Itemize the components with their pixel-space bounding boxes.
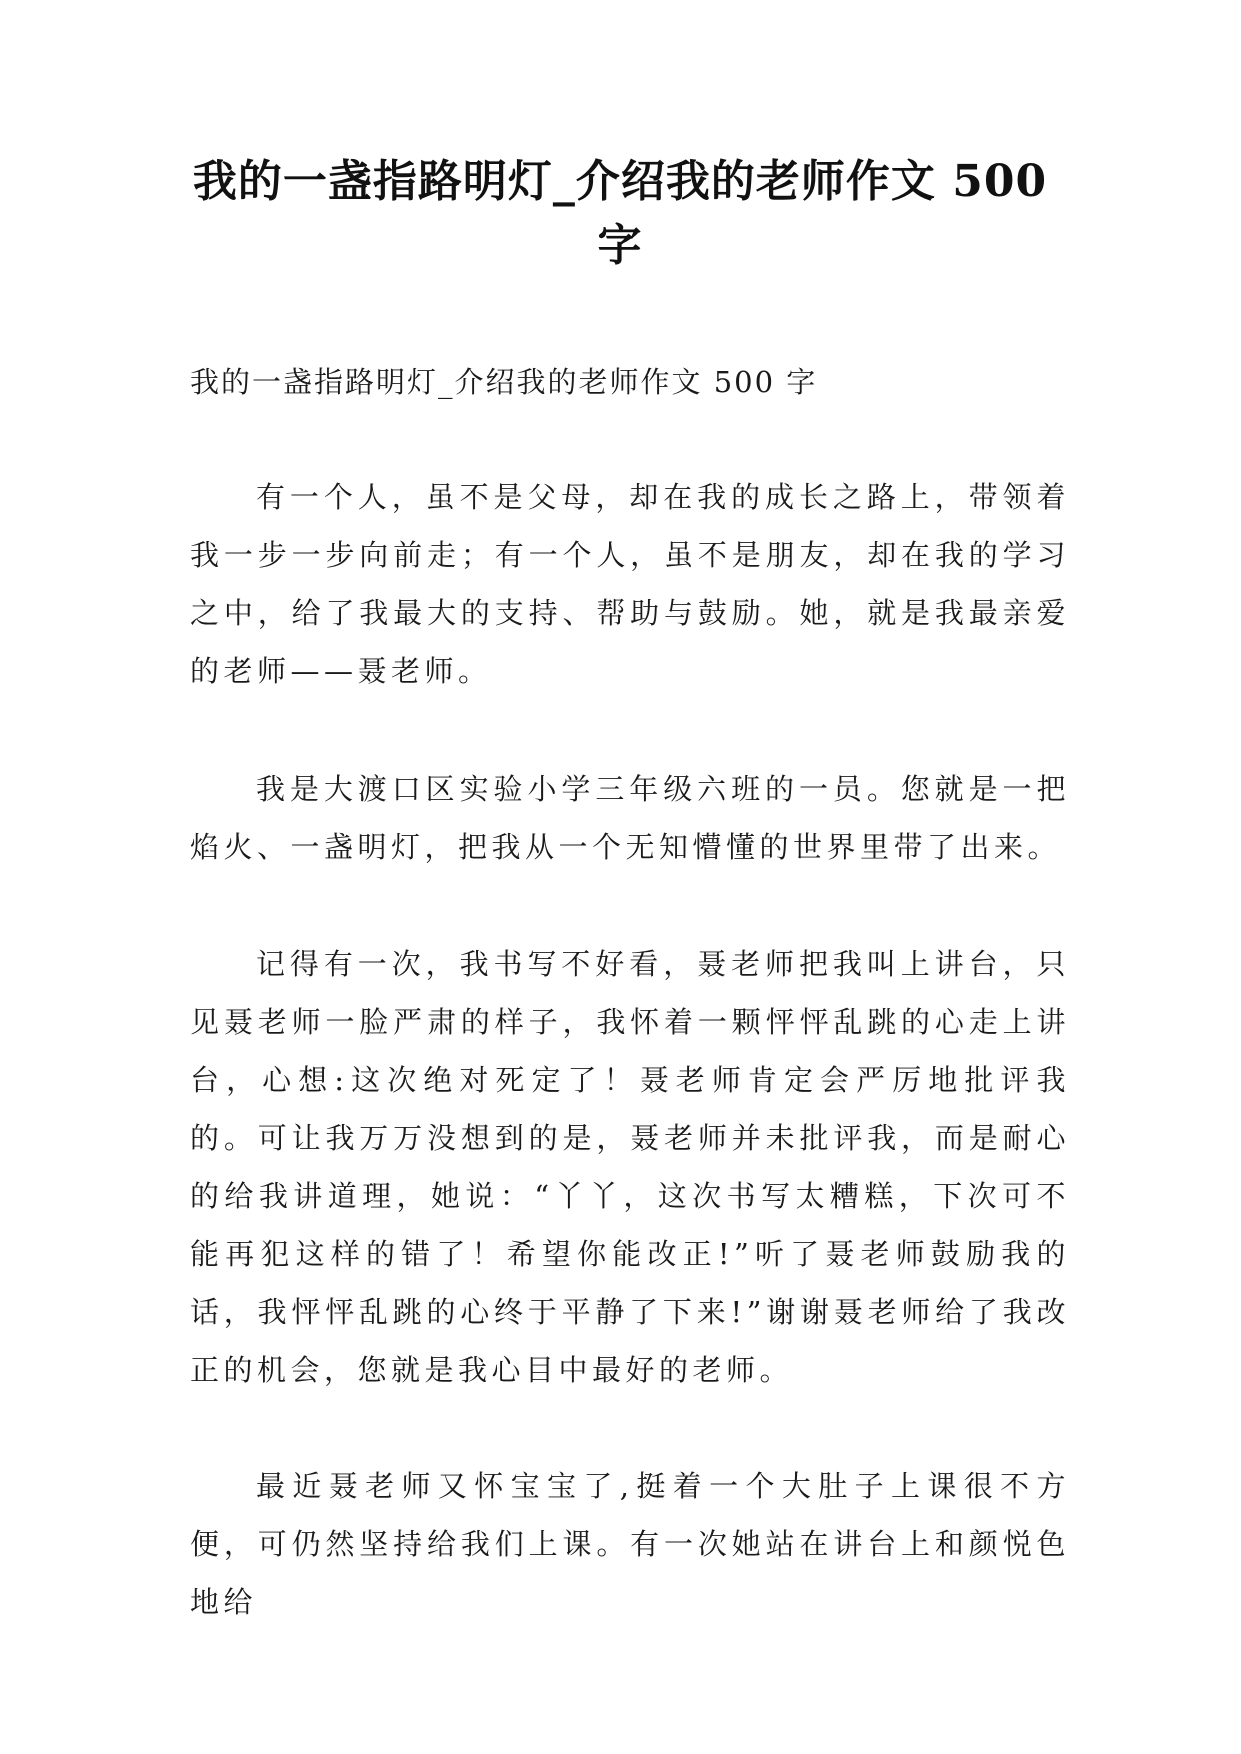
paragraph: 最近聂老师又怀宝宝了,挺着一个大肚子上课很不方便，可仍然坚持给我们上课。有一次她站在讲台上和颜悦色地给	[190, 1469, 1070, 1619]
document-subtitle: 我的一盏指路明灯_介绍我的老师作文 500 字	[190, 365, 818, 399]
paragraph: 记得有一次，我书写不好看，聂老师把我叫上讲台，只见聂老师一脸严肃的样子，我怀着一颗怦怦乱跳的心走上讲台，心想:这次绝对死定了！聂老师肯定会严厉地批评我的。可让我万万没想到的是，聂老师并未批评我，而是耐心的给我讲道理，她说：“丫丫，这次书写太糟糕，下次可不能再犯这样的错了！希望你能改正!”听了聂老师鼓励我的话，我怦怦乱跳的心终于平静了下来!”谢谢聂老师给了我改正的机会，您就是我心目中最好的老师。	[190, 947, 1070, 1387]
document-title: 我的一盏指路明灯_介绍我的老师作文 500 字	[192, 156, 1048, 271]
paragraph: 我是大渡口区实验小学三年级六班的一员。您就是一把焰火、一盏明灯，把我从一个无知懵懂的世界里带了出来。	[190, 772, 1070, 864]
paragraph: 有一个人，虽不是父母，却在我的成长之路上，带领着我一步一步向前走；有一个人，虽不是朋友，却在我的学习之中，给了我最大的支持、帮助与鼓励。她，就是我最亲爱的老师——聂老师。	[190, 480, 1070, 688]
